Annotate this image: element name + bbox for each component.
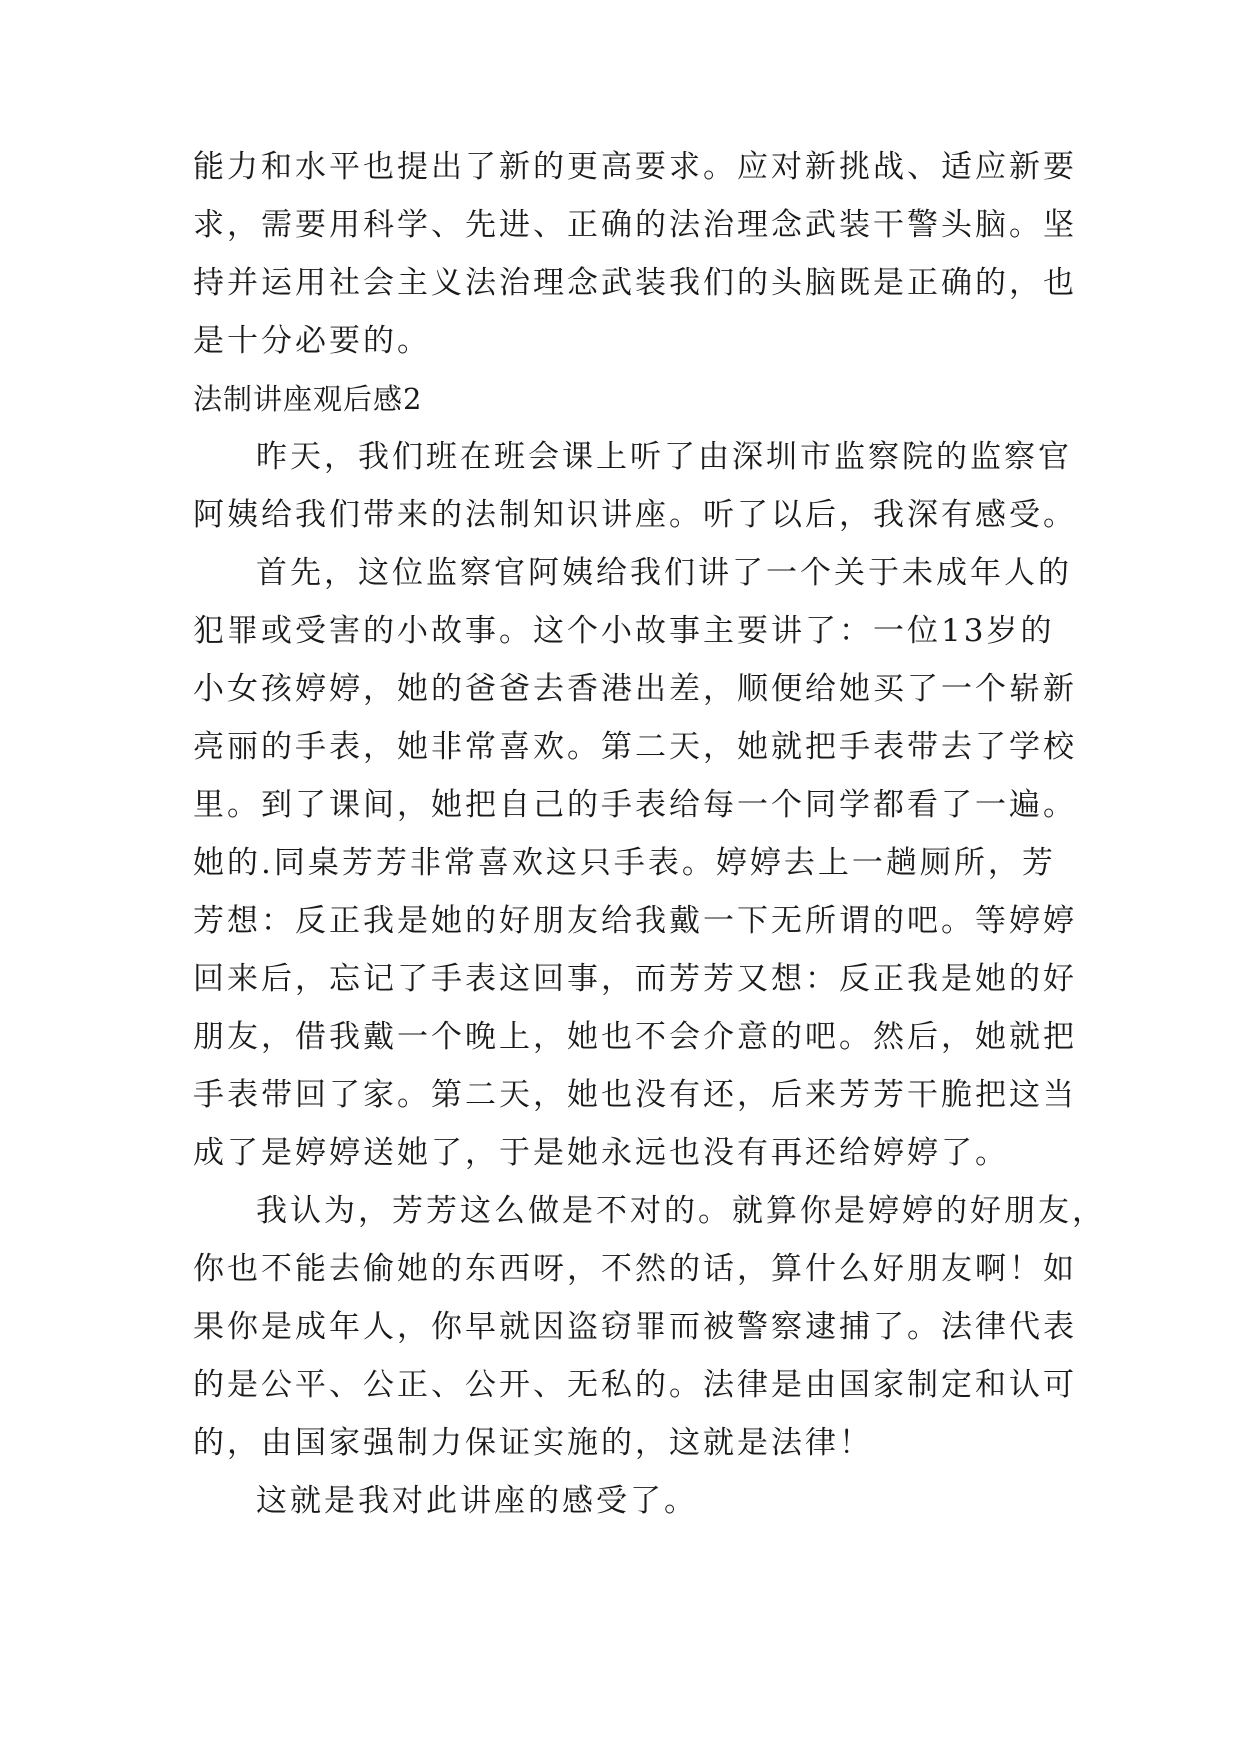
text-line: 阿姨给我们带来的法制知识讲座。听了以后，我深有感受。 bbox=[193, 497, 1077, 533]
text-line: 朋友，借我戴一个晚上，她也不会介意的吧。然后，她就把 bbox=[193, 1019, 1077, 1055]
text-line: 的是公平、公正、公开、无私的。法律是由国家制定和认可 bbox=[193, 1367, 1077, 1403]
section-title: 法制讲座观后感2 bbox=[193, 382, 423, 416]
text-line: 小女孩婷婷，她的爸爸去香港出差，顺便给她买了一个崭新 bbox=[193, 671, 1077, 707]
text-line: 回来后，忘记了手表这回事，而芳芳又想：反正我是她的好 bbox=[193, 961, 1077, 997]
text-line: 里。到了课间，她把自己的手表给每一个同学都看了一遍。 bbox=[193, 787, 1077, 823]
text-line: 首先，这位监察官阿姨给我们讲了一个关于未成年人的 bbox=[256, 555, 1072, 591]
text-line: 你也不能去偷她的东西呀，不然的话，算什么好朋友啊！如 bbox=[193, 1251, 1077, 1287]
text-line: 她的.同桌芳芳非常喜欢这只手表。婷婷去上一趟厕所，芳 bbox=[193, 845, 1056, 881]
text-line: 亮丽的手表，她非常喜欢。第二天，她就把手表带去了学校 bbox=[193, 729, 1077, 765]
text-line: 持并运用社会主义法治理念武装我们的头脑既是正确的，也 bbox=[193, 265, 1077, 301]
text-line: 是十分必要的。 bbox=[193, 323, 431, 359]
text-line: 手表带回了家。第二天，她也没有还，后来芳芳干脆把这当 bbox=[193, 1077, 1077, 1113]
text-line: 的，由国家强制力保证实施的，这就是法律！ bbox=[193, 1425, 873, 1461]
text-line: 我认为，芳芳这么做是不对的。就算你是婷婷的好朋友， bbox=[256, 1193, 1106, 1229]
text-line: 芳想：反正我是她的好朋友给我戴一下无所谓的吧。等婷婷 bbox=[193, 903, 1077, 939]
text-line: 昨天，我们班在班会课上听了由深圳市监察院的监察官 bbox=[256, 439, 1072, 475]
text-line: 犯罪或受害的小故事。这个小故事主要讲了：一位13岁的 bbox=[193, 613, 1055, 649]
text-line: 能力和水平也提出了新的更高要求。应对新挑战、适应新要 bbox=[193, 149, 1077, 185]
text-line: 求，需要用科学、先进、正确的法治理念武装干警头脑。坚 bbox=[193, 207, 1077, 243]
text-line: 这就是我对此讲座的感受了。 bbox=[256, 1483, 698, 1519]
text-line: 果你是成年人，你早就因盗窃罪而被警察逮捕了。法律代表 bbox=[193, 1309, 1077, 1345]
text-line: 成了是婷婷送她了，于是她永远也没有再还给婷婷了。 bbox=[193, 1135, 1009, 1171]
